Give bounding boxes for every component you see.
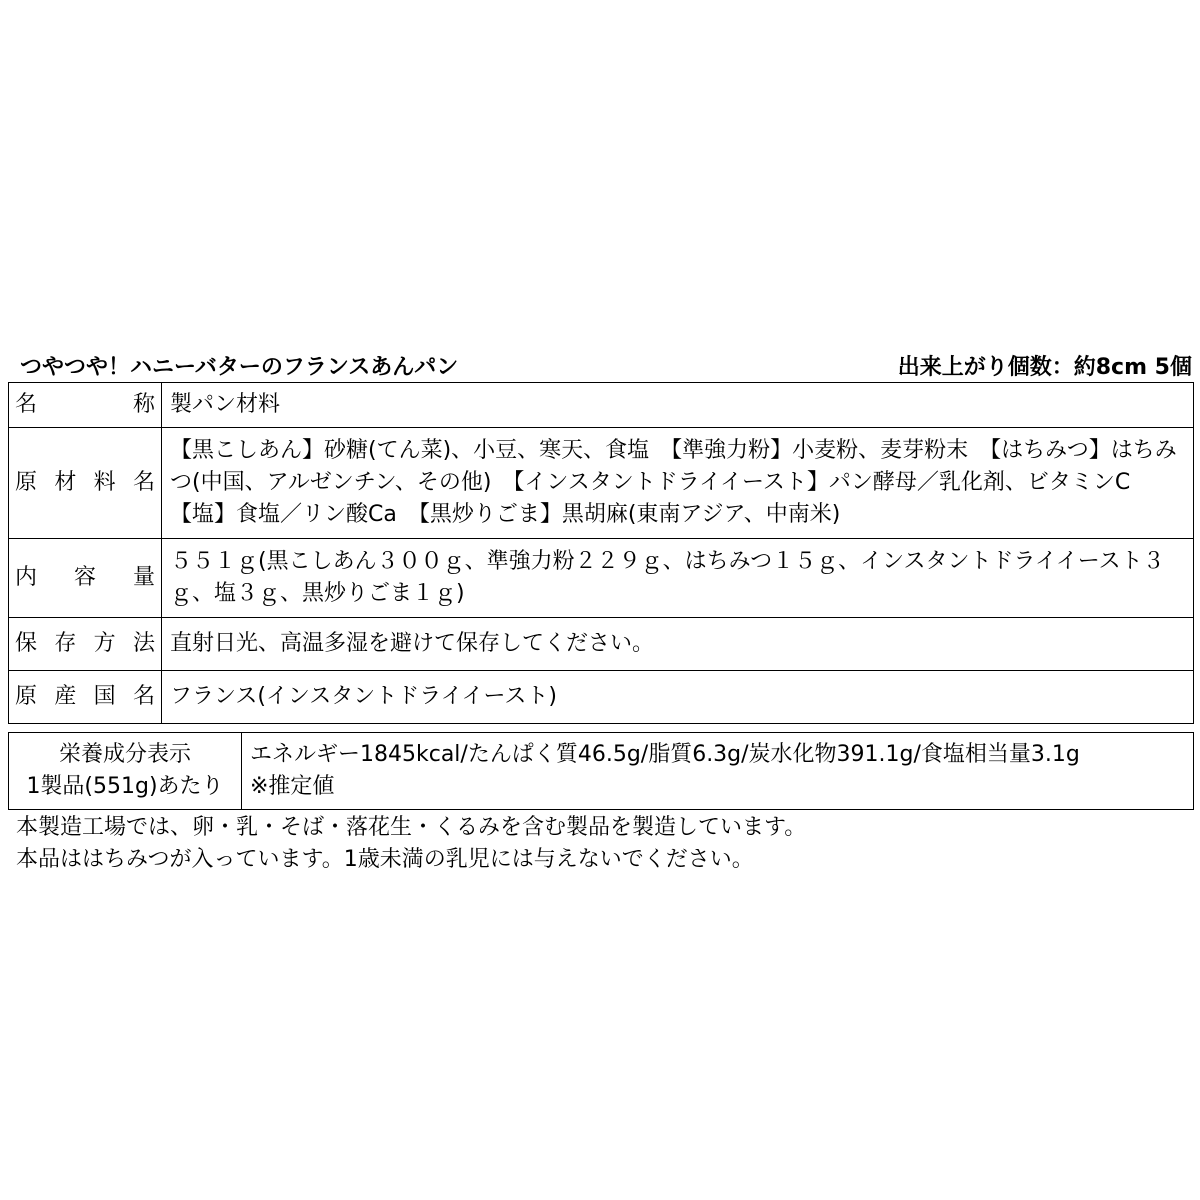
nutrition-values xyxy=(242,733,1194,810)
row-value-ingredients: 【黒こしあん】砂糖(てん菜)、小豆、寒天、食塩 【準強力粉】小麦粉、麦芽粉末 【はちみつ】はちみつ(中国、アルゼンチン、その他) 【インスタントドライイースト】パン酵母／乳化剤、ビタミンC 【塩】食塩／リン酸Ca 【黒炒りごま】黒胡麻(東南アジア、中南米) xyxy=(162,428,1194,539)
product-title: つやつや！ハニーバターのフランスあんパン xyxy=(20,355,459,380)
notes xyxy=(8,812,1194,876)
nutrition-values-text: エネルギー1845kcal/たんぱく質46.5g/脂質6.3g/炭水化物391.1g/食塩相当量3.1g xyxy=(250,742,1080,767)
allergen-note: 本製造工場では、卵・乳・そば・落花生・くるみを含む製品を製造しています。 xyxy=(16,815,807,840)
row-key-origin: 原産国名 xyxy=(9,671,162,724)
row-key-ingredients: 原材料名 xyxy=(9,428,162,539)
label-header xyxy=(8,346,1194,382)
honey-warning: 本品ははちみつが入っています。1歳未満の乳児には与えないでください。 xyxy=(16,847,754,872)
table-row xyxy=(9,618,1194,671)
row-key-name: 名 称 xyxy=(9,383,162,428)
yield-info: 出来上がり個数：約8cm 5個 xyxy=(897,355,1192,380)
table-row xyxy=(9,383,1194,428)
table-row xyxy=(9,539,1194,618)
row-key-contents: 内容量 xyxy=(9,539,162,618)
row-value-origin: フランス(インスタントドライイースト) xyxy=(162,671,1194,724)
nutrition-table xyxy=(8,732,1194,810)
row-value-contents: ５５１ｇ(黒こしあん３００ｇ、準強力粉２２９ｇ、はちみつ１５ｇ、インスタントドライイースト３ｇ、塩３ｇ、黒炒りごま１ｇ) xyxy=(162,539,1194,618)
row-value-storage: 直射日光、高温多湿を避けて保存してください。 xyxy=(162,618,1194,671)
info-table xyxy=(8,382,1194,724)
nutrition-label-title: 栄養成分表示 xyxy=(58,742,191,767)
product-label xyxy=(8,346,1194,876)
nutrition-label xyxy=(9,733,242,810)
row-key-storage: 保存方法 xyxy=(9,618,162,671)
table-row xyxy=(9,428,1194,539)
table-row xyxy=(9,671,1194,724)
row-value-name: 製パン材料 xyxy=(162,383,1194,428)
table-row xyxy=(9,733,1194,810)
nutrition-label-basis: 1製品(551g)あたり xyxy=(26,774,224,799)
nutrition-estimate-note: ※推定値 xyxy=(250,774,335,799)
